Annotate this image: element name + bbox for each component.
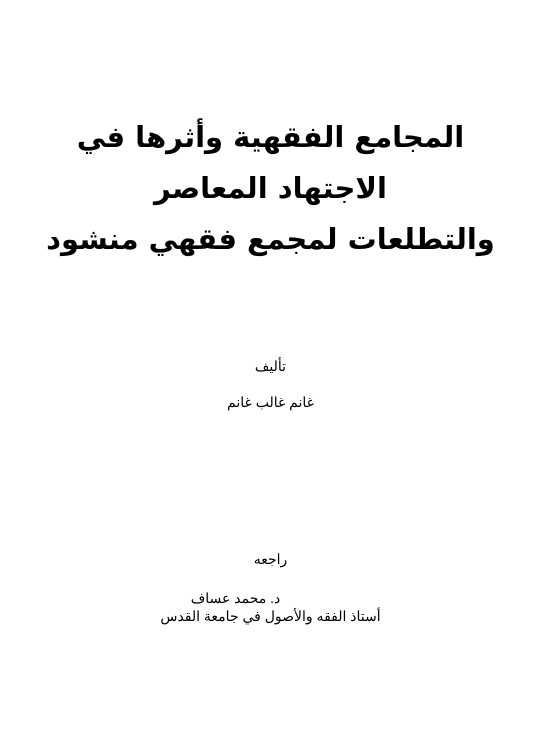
title-line-3: والتطلعات لمجمع فقهي منشود bbox=[46, 222, 495, 256]
title-line-1: المجامع الفقهية وأثرها في bbox=[76, 120, 465, 154]
authored-by-label: تأليف bbox=[254, 358, 287, 374]
document-title bbox=[40, 112, 501, 265]
reviewed-by-label: راجعه bbox=[253, 551, 288, 567]
reviewer-name: د. محمد عساف bbox=[190, 590, 281, 606]
title-line-2: الاجتهاد المعاصر bbox=[154, 171, 387, 205]
reviewer-title: أستاذ الفقه والأصول في جامعة القدس bbox=[160, 608, 381, 624]
author-name: غانم غالب غانم bbox=[227, 394, 314, 410]
